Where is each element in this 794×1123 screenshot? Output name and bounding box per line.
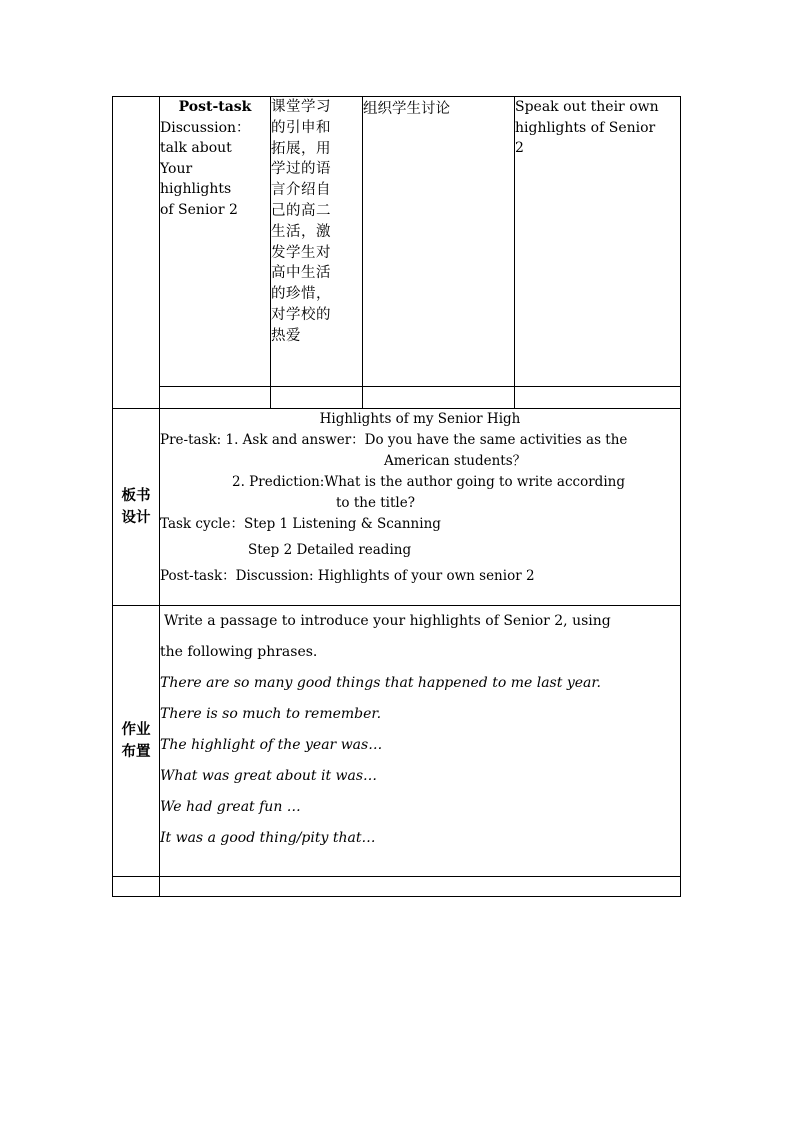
purpose-line: 高中生活	[271, 265, 331, 282]
label-line: 作业	[121, 722, 151, 738]
homework-row	[113, 606, 681, 877]
phrase-item: It was a good thing/pity that…	[160, 830, 376, 846]
post-task-line: Post-task：Discussion: Highlights of your own senior 2	[160, 568, 535, 584]
purpose-line: 的珍惜，	[271, 286, 331, 303]
discussion-line: Your	[160, 160, 193, 177]
phrase-item: There is so much to remember.	[160, 706, 382, 722]
empty-cell	[160, 387, 271, 409]
discussion-line: talk about	[160, 140, 232, 156]
homework-intro-line: Write a passage to introduce your highlights of Senior 2, using	[164, 613, 611, 629]
purpose-line: 拓展，用	[271, 140, 331, 157]
pretask-line: American students？	[384, 453, 527, 469]
homework-content	[160, 606, 681, 877]
teacher-activity-cell	[363, 97, 515, 387]
lesson-plan-table	[112, 96, 681, 897]
student-activity-line: Speak out their own	[515, 99, 659, 115]
purpose-line: 课堂学习	[271, 99, 331, 115]
post-task-row	[113, 97, 681, 387]
prediction-line: 2. Prediction:What is the author going to write according	[232, 474, 625, 490]
discussion-line: Discussion：	[160, 119, 251, 136]
purpose-line: 言介绍自	[271, 182, 331, 199]
empty-row	[113, 387, 681, 409]
prediction-line: to the title?	[336, 495, 415, 511]
homework-label	[113, 606, 160, 877]
phrase-item: We had great fun …	[160, 799, 301, 815]
purpose-line: 学过的语	[271, 161, 331, 178]
phrase-item: What was great about it was…	[160, 768, 378, 784]
label-line: 设计	[121, 510, 151, 526]
board-design-label	[113, 409, 160, 606]
post-task-heading: Post-task	[178, 99, 252, 115]
student-activity-line: highlights of Senior	[515, 119, 656, 136]
purpose-line: 发学生对	[271, 244, 331, 261]
homework-intro-line: the following phrases.	[160, 644, 318, 660]
purpose-line: 对学校的	[271, 306, 331, 323]
empty-cell	[515, 387, 681, 409]
label-line: 布置	[121, 744, 151, 760]
empty-cell	[363, 387, 515, 409]
empty-cell	[113, 877, 160, 897]
student-activity-line: 2	[515, 140, 524, 156]
purpose-line: 热爱	[271, 327, 301, 344]
phrase-item: There are so many good things that happened to me last year.	[160, 675, 601, 691]
teacher-activity-text: 组织学生讨论	[363, 101, 450, 117]
empty-cell	[160, 877, 681, 897]
phrase-item: The highlight of the year was…	[160, 737, 383, 753]
purpose-line: 生活，激	[271, 223, 331, 240]
board-title: Highlights of my Senior High	[319, 411, 521, 427]
task-cycle-line: Task cycle：Step 1 Listening & Scanning	[160, 516, 441, 532]
label-line: 板书	[121, 488, 151, 504]
discussion-line: highlights	[160, 181, 232, 197]
step2-line: Step 2 Detailed reading	[248, 542, 412, 558]
student-activity-cell	[515, 97, 681, 387]
pretask-line: Pre-task: 1. Ask and answer：Do you have the same activities as the	[160, 432, 628, 448]
purpose-line: 己的高二	[271, 202, 331, 219]
purpose-line: 的引申和	[271, 119, 331, 136]
discussion-line: of Senior 2	[160, 201, 238, 218]
purpose-cell	[271, 97, 363, 387]
empty-label-cell	[113, 97, 160, 409]
empty-cell	[271, 387, 363, 409]
final-empty-row	[113, 877, 681, 897]
board-design-content	[160, 409, 681, 606]
post-task-step-cell	[160, 97, 271, 387]
board-design-row	[113, 409, 681, 606]
